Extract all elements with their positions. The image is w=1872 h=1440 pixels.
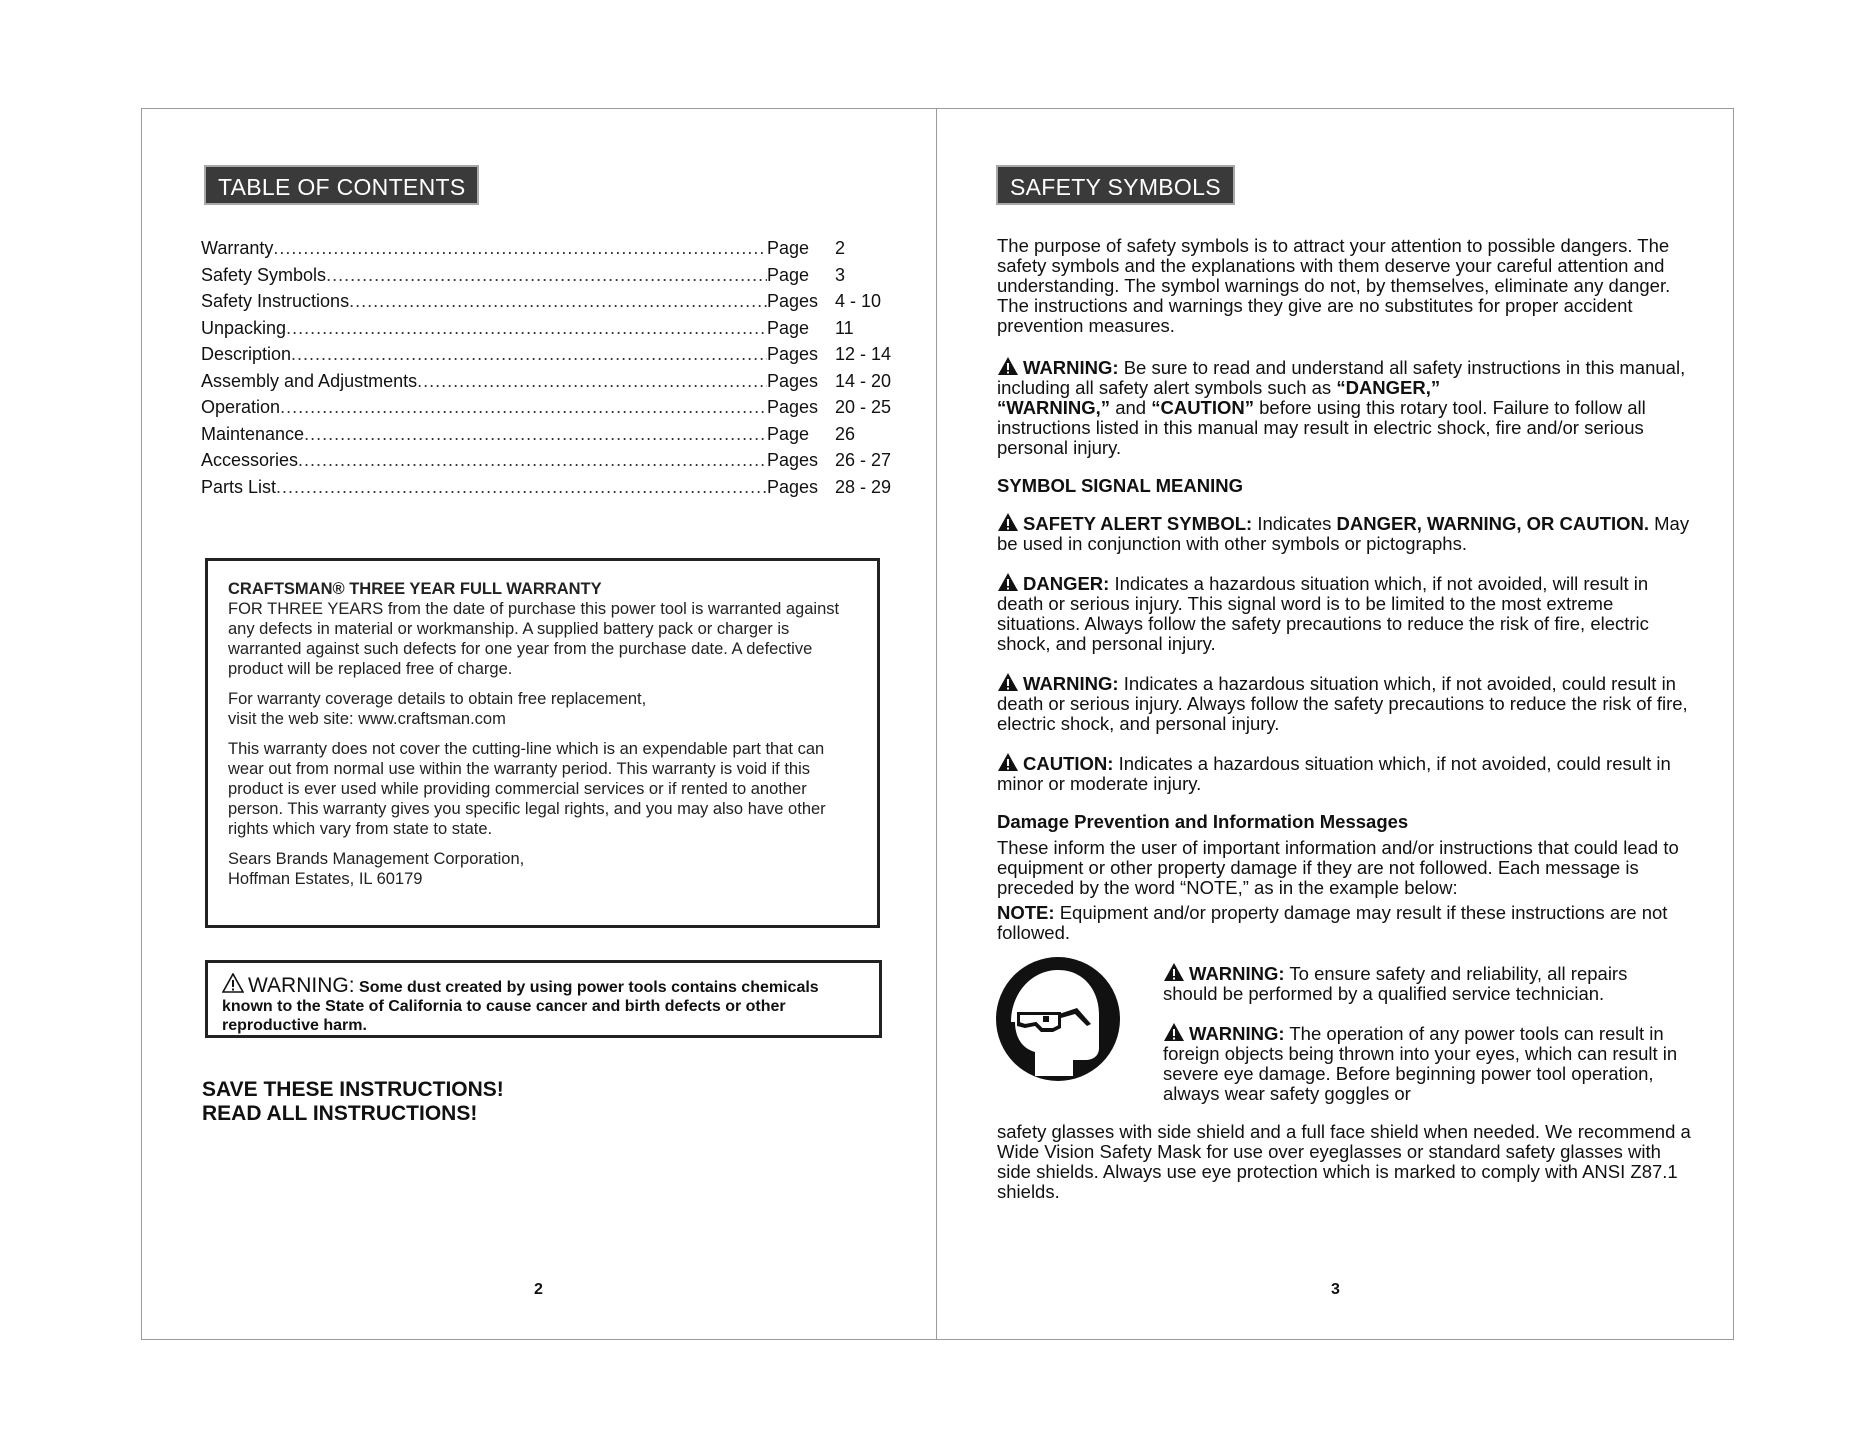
toc-title: Accessories <box>201 450 299 470</box>
toc-leader <box>291 341 767 368</box>
damage-prevention-heading: Damage Prevention and Information Messages <box>997 811 1409 832</box>
warranty-paragraph: FOR THREE YEARS from the date of purchase this power tool is warranted against any defects in material or workmanship. A supplied battery pack or charger is warranted against such defects for one year from the purchase date. A defective product will be replaced free of charge. <box>228 600 840 678</box>
warranty-paragraph: For warranty coverage details to obtain free replacement, visit the web site: www.craftsman.com <box>228 690 647 728</box>
prop65-label: WARNING: <box>248 974 355 997</box>
note-example: NOTE: Equipment and/or property damage may result if these instructions are not followed. <box>997 902 1668 943</box>
toc-leader <box>417 368 767 395</box>
toc-header: TABLE OF CONTENTS <box>204 165 479 205</box>
left-page <box>142 108 936 1340</box>
warning-triangle-icon <box>997 672 1019 692</box>
toc-title: Assembly and Adjustments <box>201 370 418 391</box>
toc-leader <box>298 447 767 474</box>
toc-page-range: 26 <box>835 423 856 444</box>
toc-leader <box>276 474 767 501</box>
toc-page-range: 11 <box>835 317 854 338</box>
toc-page-label: Pages <box>767 370 819 391</box>
toc-page-range: 2 <box>835 238 846 258</box>
symbol-signal-heading: SYMBOL SIGNAL MEANING <box>997 475 1244 496</box>
toc-page-range: 20 - 25 <box>835 397 892 417</box>
warning-read-instructions: WARNING: Be sure to read and understand all safety instructions in this manual, including all safety alert symbols such as “DANGER,” “WARNING,” and “CAUTION” before using this rotary tool. Failure to follow all instructions listed in this manual may result in electric shock, fire and/or serious personal injury. <box>997 357 1686 458</box>
caution-definition: CAUTION: Indicates a hazardous situation which, if not avoided, could result in minor or moderate injury. <box>997 753 1671 794</box>
warranty-paragraph: This warranty does not cover the cutting-line which is an expendable part that can wear out from normal use within the warranty period. This warranty is void if this product is ever used while providing commercial services or if rented to another person. This warranty gives you specific legal rights, and you may also have other rights which vary from state to state. <box>228 740 826 838</box>
toc-title: Safety Symbols <box>201 264 327 285</box>
toc-row <box>201 421 901 448</box>
toc-page-range: 3 <box>835 264 846 285</box>
toc-page-label: Pages <box>767 344 819 364</box>
toc-page-label: Pages <box>767 397 819 417</box>
toc-row <box>201 474 901 501</box>
toc-leader <box>286 315 767 342</box>
toc-page-label: Pages <box>767 476 819 497</box>
toc-page-label: Pages <box>767 450 819 470</box>
save-instructions <box>202 1078 504 1126</box>
right-page <box>937 108 1734 1340</box>
toc-row <box>201 394 901 421</box>
toc-row <box>201 262 901 289</box>
page-number: 2 <box>534 1281 543 1298</box>
warning-triangle-icon <box>997 572 1019 592</box>
warning-triangle-icon <box>222 973 244 993</box>
warning-triangle-icon <box>997 512 1019 532</box>
eye-protection-icon <box>995 956 1121 1082</box>
toc-title: Parts List <box>201 476 277 497</box>
toc-page-label: Pages <box>767 291 819 311</box>
eye-protection-warning: WARNING: The operation of any power tools can result in foreign objects being thrown into your eyes, which can result in severe eye damage. Before beginning power tool operation, always wear safety goggles or <box>1163 1023 1678 1104</box>
repair-warning: WARNING: To ensure safety and reliability, all repairs should be performed by a qualified service technician. <box>1163 963 1628 1004</box>
eye-protection-warning-continued: safety glasses with side shield and a full face shield when needed. We recommend a Wide Vision Safety Mask for use over eyeglasses or standard safety glasses with side shields. Always use eye protection which is marked to comply with ANSI Z87.1 shields. <box>997 1121 1691 1202</box>
toc-row <box>201 368 901 395</box>
warning-triangle-icon <box>997 752 1019 772</box>
page-number: 3 <box>1331 1281 1340 1298</box>
safety-intro: The purpose of safety symbols is to attract your attention to possible dangers. The safety symbols and the explanations with them deserve your careful attention and understanding. The symbol warnings do not, by themselves, eliminate any danger. The instructions and warnings they give are no substitutes for proper accident prevention measures. <box>997 235 1671 336</box>
toc-page-range: 4 - 10 <box>835 291 882 311</box>
toc-page-label: Page <box>767 423 810 444</box>
save-line: SAVE THESE INSTRUCTIONS! <box>202 1078 504 1101</box>
toc-leader <box>280 394 767 421</box>
toc-row <box>201 235 901 262</box>
warning-triangle-icon <box>1163 962 1185 982</box>
warranty-box <box>205 558 880 928</box>
warranty-address: Sears Brands Management Corporation, Hoffman Estates, IL 60179 <box>228 850 525 888</box>
toc-page-range: 14 - 20 <box>835 370 892 391</box>
warning-triangle-icon <box>997 356 1019 376</box>
prop65-text: Some dust created by using power tools contains chemicals known to the State of California to cause cancer and birth defects or other reproductive harm. <box>222 979 819 1034</box>
toc-title: Unpacking <box>201 317 287 338</box>
toc-leader <box>326 262 767 289</box>
warranty-heading: CRAFTSMAN® THREE YEAR FULL WARRANTY <box>228 580 602 598</box>
toc-title: Operation <box>201 397 281 417</box>
toc-title: Maintenance <box>201 423 305 444</box>
toc-page-range: 26 - 27 <box>835 450 892 470</box>
toc-row <box>201 288 901 315</box>
toc-page-range: 28 - 29 <box>835 476 892 497</box>
toc-row <box>201 447 901 474</box>
safety-alert-definition: SAFETY ALERT SYMBOL: Indicates DANGER, WARNING, OR CAUTION. May be used in conjunction with other symbols or pictographs. <box>997 513 1690 554</box>
toc-page-label: Page <box>767 264 810 285</box>
warning-triangle-icon <box>1163 1022 1185 1042</box>
toc-title: Description <box>201 344 292 364</box>
toc-title: Warranty <box>201 238 274 258</box>
toc-leader <box>273 235 767 262</box>
toc-page-label: Page <box>767 317 810 338</box>
danger-definition: DANGER: Indicates a hazardous situation which, if not avoided, will result in death or serious injury. This signal word is to be limited to the most extreme situations. Always follow the safety precautions to reduce the risk of fire, electric shock, and personal injury. <box>997 573 1649 654</box>
toc-page-label: Page <box>767 238 810 258</box>
safety-symbols-header: SAFETY SYMBOLS <box>996 165 1235 205</box>
toc-leader <box>304 421 767 448</box>
prop65-warning-box <box>205 960 882 1038</box>
toc-page-range: 12 - 14 <box>835 344 892 364</box>
damage-prevention-text: These inform the user of important information and/or instructions that could lead to equipment or other property damage if they are not followed. Each message is preceded by the word “NOTE,” as in the example below: <box>997 837 1679 898</box>
table-of-contents <box>201 235 901 500</box>
toc-title: Safety Instructions <box>201 291 350 311</box>
toc-row <box>201 315 901 342</box>
read-line: READ ALL INSTRUCTIONS! <box>202 1102 478 1125</box>
warning-definition: WARNING: Indicates a hazardous situation which, if not avoided, could result in death or serious injury. Always follow the safety precautions to reduce the risk of fire, electric shock, and personal injury. <box>997 673 1688 734</box>
toc-row <box>201 341 901 368</box>
toc-leader <box>349 288 767 315</box>
